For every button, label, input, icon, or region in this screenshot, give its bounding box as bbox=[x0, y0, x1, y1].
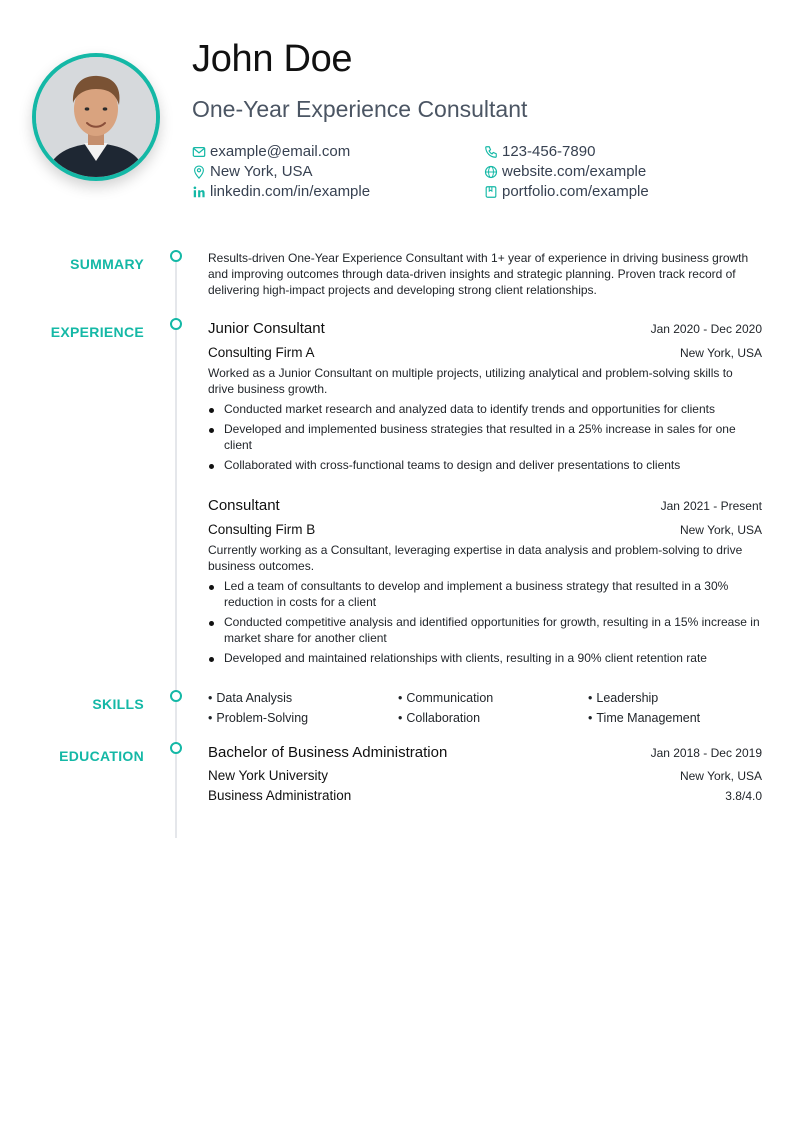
timeline-dot-education bbox=[170, 742, 182, 754]
education-gpa: 3.8/4.0 bbox=[725, 789, 762, 803]
job-location: New York, USA bbox=[679, 346, 762, 360]
contact-linkedin-text: linkedin.com/in/example bbox=[210, 183, 371, 200]
candidate-name: John Doe bbox=[192, 38, 353, 80]
portfolio-icon bbox=[484, 185, 498, 199]
job-company: Consulting Firm B bbox=[208, 522, 316, 537]
job-bullet: Conducted market research and analyzed data to identify trends and opportunities for clients bbox=[208, 401, 762, 417]
contact-portfolio[interactable] bbox=[484, 183, 649, 200]
section-label-education: EDUCATION bbox=[59, 748, 144, 764]
linkedin-icon bbox=[192, 185, 206, 199]
job-location: New York, USA bbox=[679, 523, 762, 537]
timeline-dot-skills bbox=[170, 690, 182, 702]
candidate-headline: One-Year Experience Consultant bbox=[192, 96, 528, 122]
avatar bbox=[32, 53, 160, 181]
summary-text: Results-driven One-Year Experience Consultant with 1+ year of experience in driving business growth and improving outcomes through data-driven insights and strategic planning. Proven track record of delivering high-impact projects and developing strong client relationships. bbox=[208, 251, 749, 297]
profile-photo bbox=[36, 57, 156, 177]
skill-item: • Problem-Solving bbox=[208, 710, 398, 726]
job-dates: Jan 2020 - Dec 2020 bbox=[650, 322, 762, 336]
job-bullet: Developed and implemented business strategies that resulted in a 25% increase in sales for one client bbox=[208, 421, 762, 453]
section-label-summary: SUMMARY bbox=[70, 256, 144, 272]
contact-location-text: New York, USA bbox=[210, 163, 313, 180]
contact-location bbox=[192, 163, 313, 180]
timeline-dot-experience bbox=[170, 318, 182, 330]
mail-icon bbox=[192, 145, 206, 159]
contact-phone[interactable] bbox=[484, 143, 595, 160]
skill-item: • Collaboration bbox=[398, 710, 588, 726]
skill-item: • Data Analysis bbox=[208, 690, 398, 706]
experience-item bbox=[208, 497, 762, 670]
contact-website[interactable] bbox=[484, 163, 646, 180]
contact-email-text: example@email.com bbox=[210, 143, 351, 160]
job-dates: Jan 2021 - Present bbox=[660, 499, 762, 513]
job-title: Junior Consultant bbox=[208, 320, 325, 337]
contact-email[interactable] bbox=[192, 143, 350, 160]
skill-item: • Leadership bbox=[588, 690, 762, 706]
job-bullet: Led a team of consultants to develop and implement a business strategy that resulted in a 30% reduction in costs for a client bbox=[208, 578, 762, 610]
education-location: New York, USA bbox=[679, 769, 762, 783]
contact-phone-text: 123-456-7890 bbox=[502, 143, 596, 160]
job-company: Consulting Firm A bbox=[208, 345, 315, 360]
location-pin-icon bbox=[192, 165, 206, 179]
education-school: New York University bbox=[208, 768, 329, 783]
job-bullet: Conducted competitive analysis and identified opportunities for growth, resulting in a 15% increase in market share for another client bbox=[208, 614, 762, 646]
job-bullet: Collaborated with cross-functional teams to design and deliver presentations to clients bbox=[208, 457, 762, 473]
section-label-skills: SKILLS bbox=[92, 696, 144, 712]
job-bullets bbox=[208, 401, 762, 473]
education-item bbox=[208, 744, 762, 803]
skills-list bbox=[208, 690, 762, 726]
phone-icon bbox=[484, 145, 498, 159]
contact-website-text: website.com/example bbox=[502, 163, 647, 180]
job-bullet: Developed and maintained relationships with clients, resulting in a 90% client retention rate bbox=[208, 650, 762, 666]
summary-section bbox=[208, 250, 762, 298]
job-description: Worked as a Junior Consultant on multiple projects, utilizing analytical and problem-solving skills to drive business growth. bbox=[208, 366, 733, 396]
timeline-dot-summary bbox=[170, 250, 182, 262]
job-description: Currently working as a Consultant, leveraging expertise in data analysis and problem-solving to drive business outcomes. bbox=[208, 543, 743, 573]
contact-portfolio-text: portfolio.com/example bbox=[502, 183, 649, 200]
job-bullets bbox=[208, 578, 762, 666]
globe-icon bbox=[484, 165, 498, 179]
experience-item bbox=[208, 320, 762, 477]
education-degree: Bachelor of Business Administration bbox=[208, 744, 448, 761]
skill-item: • Time Management bbox=[588, 710, 762, 726]
section-label-experience: EXPERIENCE bbox=[50, 324, 144, 340]
education-dates: Jan 2018 - Dec 2019 bbox=[650, 746, 762, 760]
skill-item: • Communication bbox=[398, 690, 588, 706]
job-title: Consultant bbox=[208, 497, 280, 514]
contact-linkedin[interactable] bbox=[192, 183, 370, 200]
education-field: Business Administration bbox=[208, 788, 352, 803]
